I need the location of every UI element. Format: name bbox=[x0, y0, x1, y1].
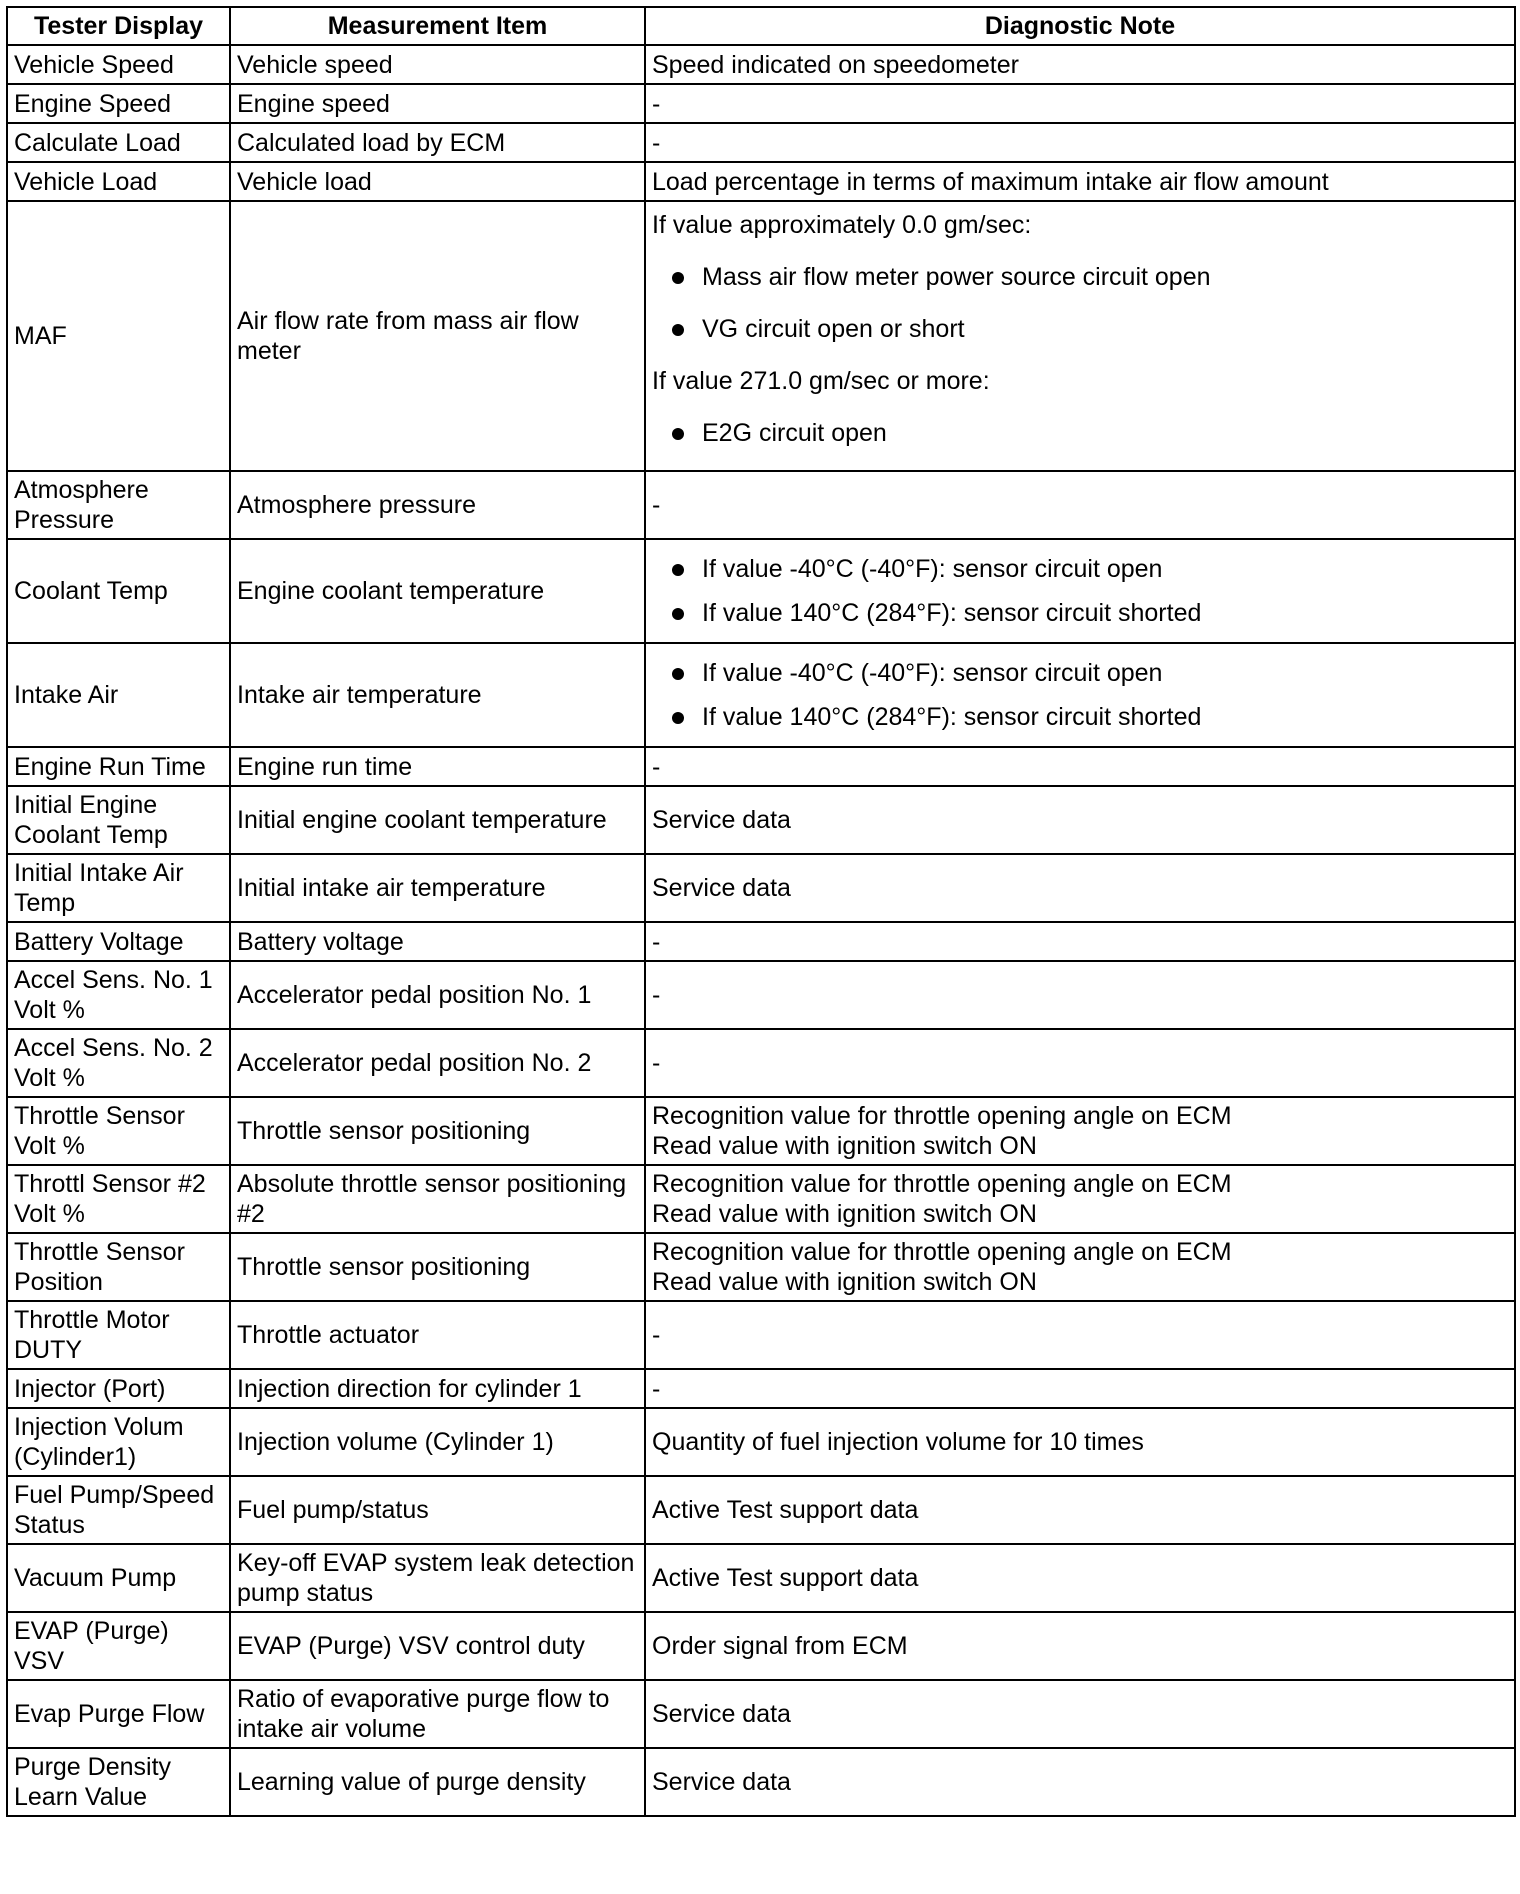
note-bullet: If value -40°C (-40°F): sensor circuit open bbox=[652, 554, 1508, 584]
measurement-item-cell: Atmosphere pressure bbox=[230, 471, 645, 539]
measurement-item-cell: Throttle actuator bbox=[230, 1301, 645, 1369]
diagnostic-note-cell: Active Test support data bbox=[645, 1476, 1515, 1544]
note-line: Read value with ignition switch ON bbox=[652, 1268, 1037, 1296]
diagnostic-note-cell: Order signal from ECM bbox=[645, 1612, 1515, 1680]
measurement-item-cell: Engine coolant temperature bbox=[230, 539, 645, 643]
tester-display-cell: Throttle Sensor Volt % bbox=[7, 1097, 230, 1165]
note-intro: If value 271.0 gm/sec or more: bbox=[652, 367, 990, 395]
measurement-item-cell: Throttle sensor positioning bbox=[230, 1097, 645, 1165]
diagnostic-note-cell: - bbox=[645, 471, 1515, 539]
temperature-note bbox=[652, 554, 1508, 628]
diagnostic-note-cell: Load percentage in terms of maximum intake air flow amount bbox=[645, 162, 1515, 201]
diagnostic-note-cell bbox=[645, 1233, 1515, 1301]
diagnostic-note-cell bbox=[645, 1165, 1515, 1233]
diagnostic-note-cell: - bbox=[645, 123, 1515, 162]
diagnostic-note-cell: - bbox=[645, 747, 1515, 786]
measurement-item-cell: EVAP (Purge) VSV control duty bbox=[230, 1612, 645, 1680]
table-row bbox=[7, 162, 1515, 201]
tester-display-cell: Intake Air bbox=[7, 643, 230, 747]
header-measurement-item: Measurement Item bbox=[230, 7, 645, 45]
note-bullet: E2G circuit open bbox=[652, 418, 1508, 448]
diagnostic-note-cell: Service data bbox=[645, 1748, 1515, 1816]
note-bullet: Mass air flow meter power source circuit open bbox=[652, 262, 1508, 292]
diagnostic-note-cell: - bbox=[645, 1301, 1515, 1369]
measurement-item-cell: Vehicle speed bbox=[230, 45, 645, 84]
diagnostic-note-cell: - bbox=[645, 1369, 1515, 1408]
table-row bbox=[7, 1408, 1515, 1476]
measurement-item-cell: Air flow rate from mass air flow meter bbox=[230, 201, 645, 471]
note-bullet-list bbox=[652, 554, 1508, 628]
diagnostic-note-cell bbox=[645, 643, 1515, 747]
diagnostic-note-cell: - bbox=[645, 961, 1515, 1029]
tester-display-cell: Throttle Motor DUTY bbox=[7, 1301, 230, 1369]
table-row bbox=[7, 854, 1515, 922]
table-row bbox=[7, 1301, 1515, 1369]
tester-display-cell: Fuel Pump/Speed Status bbox=[7, 1476, 230, 1544]
header-tester-display: Tester Display bbox=[7, 7, 230, 45]
note-bullet: If value 140°C (284°F): sensor circuit shorted bbox=[652, 598, 1508, 628]
table-row bbox=[7, 1612, 1515, 1680]
note-bullet: If value -40°C (-40°F): sensor circuit open bbox=[652, 658, 1508, 688]
table-row bbox=[7, 961, 1515, 1029]
diagnostic-note-cell: - bbox=[645, 922, 1515, 961]
diagnostic-data-table bbox=[6, 6, 1516, 1817]
note-line: Recognition value for throttle opening angle on ECM bbox=[652, 1170, 1232, 1198]
page bbox=[6, 6, 1514, 1886]
diagnostic-note-cell bbox=[645, 201, 1515, 471]
note-intro: If value approximately 0.0 gm/sec: bbox=[652, 211, 1032, 239]
tester-display-cell: Throttle Sensor Position bbox=[7, 1233, 230, 1301]
measurement-item-cell: Calculated load by ECM bbox=[230, 123, 645, 162]
table-row bbox=[7, 1165, 1515, 1233]
table-row bbox=[7, 45, 1515, 84]
table-row bbox=[7, 1029, 1515, 1097]
tester-display-cell: EVAP (Purge) VSV bbox=[7, 1612, 230, 1680]
tester-display-cell: Atmosphere Pressure bbox=[7, 471, 230, 539]
table-row bbox=[7, 1544, 1515, 1612]
note-line: Read value with ignition switch ON bbox=[652, 1200, 1037, 1228]
diagnostic-note-cell: Service data bbox=[645, 854, 1515, 922]
table-row bbox=[7, 471, 1515, 539]
table-row bbox=[7, 84, 1515, 123]
diagnostic-note-cell: Quantity of fuel injection volume for 10 times bbox=[645, 1408, 1515, 1476]
table-row bbox=[7, 539, 1515, 643]
note-line: Recognition value for throttle opening angle on ECM bbox=[652, 1102, 1232, 1130]
measurement-item-cell: Initial intake air temperature bbox=[230, 854, 645, 922]
tester-display-cell: Vehicle Load bbox=[7, 162, 230, 201]
table-row bbox=[7, 1748, 1515, 1816]
note-bullet: VG circuit open or short bbox=[652, 314, 1508, 344]
measurement-item-cell: Learning value of purge density bbox=[230, 1748, 645, 1816]
note-bullet-list bbox=[652, 658, 1508, 732]
measurement-item-cell: Engine run time bbox=[230, 747, 645, 786]
measurement-item-cell: Accelerator pedal position No. 2 bbox=[230, 1029, 645, 1097]
table-row bbox=[7, 1233, 1515, 1301]
table-row bbox=[7, 747, 1515, 786]
diagnostic-note-cell: Service data bbox=[645, 1680, 1515, 1748]
tester-display-cell: Engine Run Time bbox=[7, 747, 230, 786]
table-row bbox=[7, 123, 1515, 162]
table-row bbox=[7, 786, 1515, 854]
measurement-item-cell: Vehicle load bbox=[230, 162, 645, 201]
table-row bbox=[7, 201, 1515, 471]
tester-display-cell: Vacuum Pump bbox=[7, 1544, 230, 1612]
measurement-item-cell: Accelerator pedal position No. 1 bbox=[230, 961, 645, 1029]
note-line: Recognition value for throttle opening angle on ECM bbox=[652, 1238, 1232, 1266]
diagnostic-note-cell: Active Test support data bbox=[645, 1544, 1515, 1612]
table-row bbox=[7, 1680, 1515, 1748]
tester-display-cell: Throttl Sensor #2 Volt % bbox=[7, 1165, 230, 1233]
maf-note bbox=[652, 210, 1508, 448]
tester-display-cell: Evap Purge Flow bbox=[7, 1680, 230, 1748]
measurement-item-cell: Fuel pump/status bbox=[230, 1476, 645, 1544]
measurement-item-cell: Throttle sensor positioning bbox=[230, 1233, 645, 1301]
temperature-note bbox=[652, 658, 1508, 732]
measurement-item-cell: Injection direction for cylinder 1 bbox=[230, 1369, 645, 1408]
tester-display-cell: Coolant Temp bbox=[7, 539, 230, 643]
tester-display-cell: Injection Volum (Cylinder1) bbox=[7, 1408, 230, 1476]
table-row bbox=[7, 922, 1515, 961]
note-bullet: If value 140°C (284°F): sensor circuit shorted bbox=[652, 702, 1508, 732]
measurement-item-cell: Intake air temperature bbox=[230, 643, 645, 747]
note-line: Read value with ignition switch ON bbox=[652, 1132, 1037, 1160]
tester-display-cell: Accel Sens. No. 2 Volt % bbox=[7, 1029, 230, 1097]
diagnostic-note-cell bbox=[645, 1097, 1515, 1165]
header-diagnostic-note: Diagnostic Note bbox=[645, 7, 1515, 45]
tester-display-cell: Vehicle Speed bbox=[7, 45, 230, 84]
diagnostic-note-cell: Service data bbox=[645, 786, 1515, 854]
tester-display-cell: MAF bbox=[7, 201, 230, 471]
measurement-item-cell: Absolute throttle sensor positioning #2 bbox=[230, 1165, 645, 1233]
measurement-item-cell: Ratio of evaporative purge flow to intake air volume bbox=[230, 1680, 645, 1748]
measurement-item-cell: Battery voltage bbox=[230, 922, 645, 961]
measurement-item-cell: Key-off EVAP system leak detection pump status bbox=[230, 1544, 645, 1612]
tester-display-cell: Initial Intake Air Temp bbox=[7, 854, 230, 922]
diagnostic-note-cell bbox=[645, 539, 1515, 643]
measurement-item-cell: Injection volume (Cylinder 1) bbox=[230, 1408, 645, 1476]
measurement-item-cell: Engine speed bbox=[230, 84, 645, 123]
diagnostic-note-cell: Speed indicated on speedometer bbox=[645, 45, 1515, 84]
table-row bbox=[7, 1097, 1515, 1165]
diagnostic-note-cell: - bbox=[645, 84, 1515, 123]
note-bullet-list bbox=[652, 418, 1508, 448]
tester-display-cell: Engine Speed bbox=[7, 84, 230, 123]
table-row bbox=[7, 1369, 1515, 1408]
diagnostic-note-cell: - bbox=[645, 1029, 1515, 1097]
measurement-item-cell: Initial engine coolant temperature bbox=[230, 786, 645, 854]
tester-display-cell: Accel Sens. No. 1 Volt % bbox=[7, 961, 230, 1029]
tester-display-cell: Injector (Port) bbox=[7, 1369, 230, 1408]
tester-display-cell: Calculate Load bbox=[7, 123, 230, 162]
tester-display-cell: Initial Engine Coolant Temp bbox=[7, 786, 230, 854]
tester-display-cell: Purge Density Learn Value bbox=[7, 1748, 230, 1816]
table-header-row bbox=[7, 7, 1515, 45]
table-row bbox=[7, 643, 1515, 747]
tester-display-cell: Battery Voltage bbox=[7, 922, 230, 961]
table-row bbox=[7, 1476, 1515, 1544]
note-bullet-list bbox=[652, 262, 1508, 344]
